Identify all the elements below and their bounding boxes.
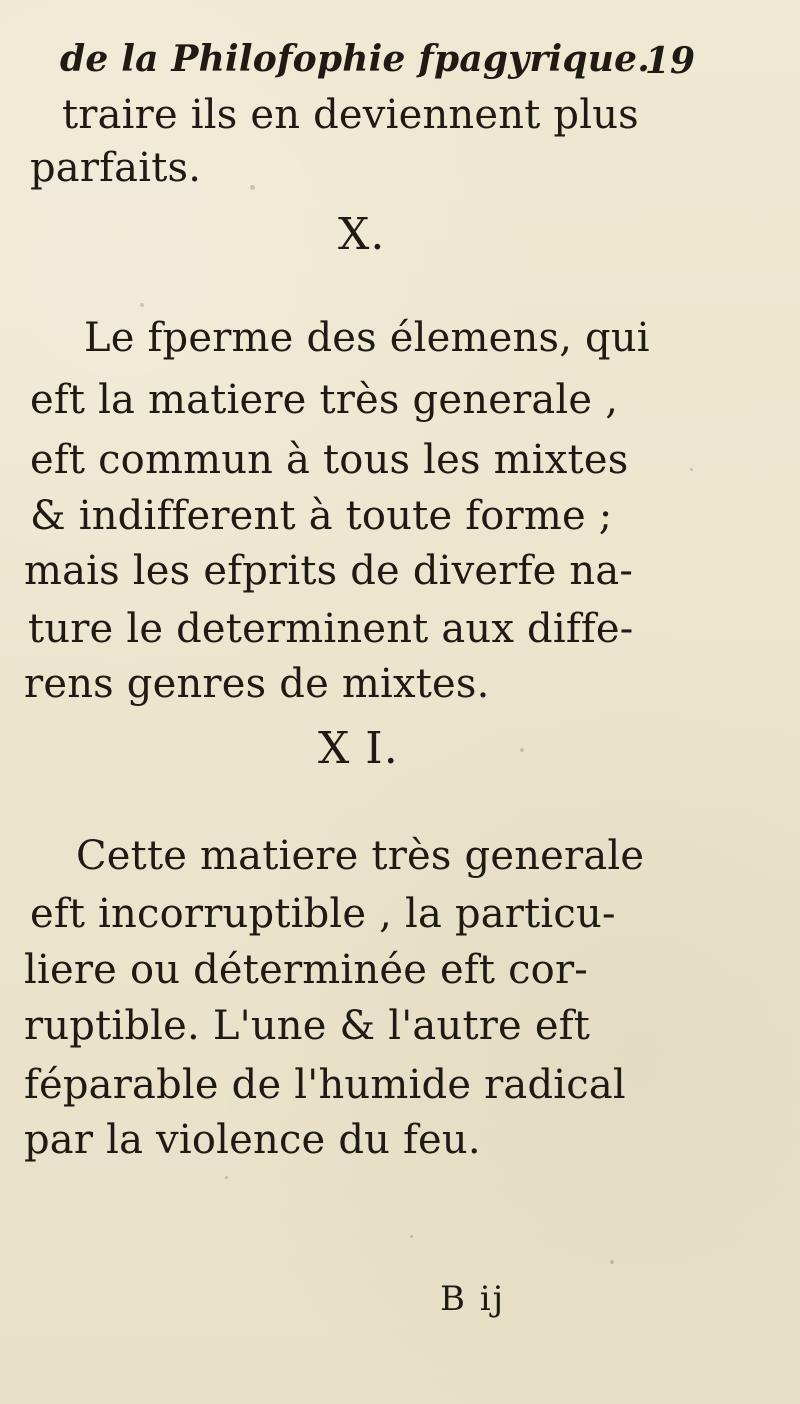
text-line-15: par la violence du feu. bbox=[24, 1117, 481, 1163]
text-line-3: Le fperme des élemens, qui bbox=[84, 315, 650, 361]
section-heading-x: X. bbox=[338, 209, 386, 260]
text-line-2: parfaits. bbox=[30, 145, 202, 191]
paper-speck bbox=[250, 185, 255, 190]
text-line-6: & indifferent à toute forme ; bbox=[30, 493, 613, 539]
text-line-4: eft la matiere très generale , bbox=[30, 377, 619, 423]
text-line-1: traire ils en deviennent plus bbox=[62, 92, 639, 138]
text-line-5: eft commun à tous les mixtes bbox=[30, 437, 629, 483]
paper-speck bbox=[140, 303, 144, 307]
text-line-7: mais les efprits de diverfe na- bbox=[24, 548, 634, 594]
text-line-12: liere ou déterminée eft cor- bbox=[24, 947, 588, 993]
section-heading-xi: X I. bbox=[318, 723, 399, 774]
paper-speck bbox=[610, 1260, 614, 1264]
running-head bbox=[60, 38, 695, 88]
printer-signature: B ij bbox=[440, 1279, 506, 1319]
page-number: 19 bbox=[644, 40, 695, 82]
text-line-10: Cette matiere très generale bbox=[76, 833, 645, 879]
text-line-8: ture le determinent aux diffe- bbox=[28, 606, 634, 652]
running-title: de la Philofophie fpagyrique. bbox=[60, 38, 651, 80]
paper-speck bbox=[410, 1235, 413, 1238]
paper-speck bbox=[690, 468, 693, 471]
paper-speck bbox=[225, 1176, 228, 1179]
text-line-11: eft incorruptible , la particu- bbox=[30, 891, 616, 937]
text-line-14: féparable de l'humide radical bbox=[24, 1062, 626, 1108]
text-line-9: rens genres de mixtes. bbox=[24, 661, 490, 707]
paper-speck bbox=[520, 748, 524, 752]
text-line-13: ruptible. L'une & l'autre eft bbox=[24, 1003, 590, 1049]
